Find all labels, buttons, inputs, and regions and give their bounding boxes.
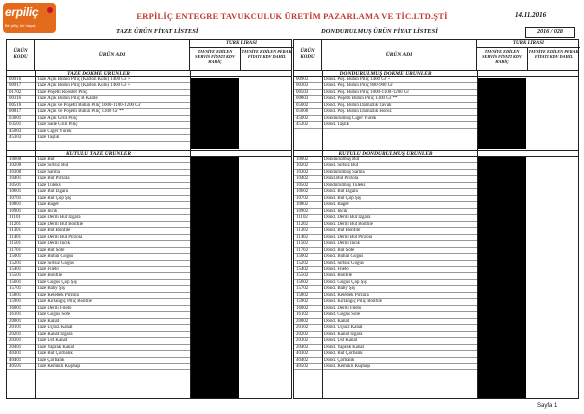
section-heading [294, 150, 578, 157]
col-currency: TÜRK LİRASI [190, 40, 293, 48]
product-code: 00303 [296, 83, 309, 89]
product-code: 10401 [9, 176, 22, 182]
product-code: 15501 [9, 273, 22, 279]
section-heading [7, 70, 291, 77]
product-code: 10302 [296, 169, 309, 175]
product-code: 15801 [9, 292, 22, 298]
product-name: Dond. Kemikli Kuşbaşı [324, 364, 371, 369]
col-product-name: ÜRÜN ADI [35, 40, 190, 70]
product-name: Dondurulmuş But [324, 157, 360, 162]
product-name: Taze Derili But İzgara [37, 215, 81, 221]
product-name: Taze Derili But Pirzola [37, 234, 83, 240]
product-name: Taze Yaprak Kanat [37, 344, 75, 350]
product-code: 45002 [296, 115, 309, 121]
product-code: 11202 [296, 221, 309, 227]
product-name: Taze But Pirzola [37, 176, 70, 182]
product-name: Taze Üst Kanat [37, 338, 68, 344]
product-code: 15602 [296, 279, 309, 285]
redacted-service-prices [478, 157, 526, 398]
product-name: Dond. Bonfile [324, 273, 352, 279]
product-code: 40501 [9, 364, 22, 369]
redacted-service-prices [478, 78, 526, 149]
product-code: 15401 [9, 266, 22, 272]
product-name: Taze Baby Şiş [37, 286, 65, 292]
company-name: ERPİLİÇ ENTEGRE TAVUKCULUK ÜRETİM PAZARLAMA VE TİC.LTD.ŞTİ [136, 11, 448, 21]
product-code: 16102 [296, 312, 309, 318]
product-name: Taze Açık Bütün Piliç B Kalite [37, 96, 98, 102]
product-name: Taze But Çöp Şiş [37, 195, 72, 201]
product-code: 40402 [296, 357, 309, 363]
product-name: Dond. Çorbalık [324, 357, 355, 363]
product-name: Taze Taşlık [37, 135, 60, 141]
column-divider [322, 70, 323, 398]
product-code: 20101 [9, 325, 22, 331]
col-retail-price: TAVSİYE EDİLEN PERAK. FİYATI KDV DAHİL [241, 49, 293, 59]
product-name: Taze Derili Fileto [37, 305, 72, 311]
product-code: 45302 [296, 122, 309, 128]
product-name: Dond. But Sote [324, 247, 355, 253]
product-code: 15201 [9, 260, 22, 266]
product-name: Taze Bütün Göğüs [37, 254, 74, 260]
col-product-code: ÜRÜN KODU [294, 40, 322, 70]
product-name: Dond. Kanat [324, 318, 349, 324]
product-code: 20102 [296, 325, 309, 331]
product-name: Taze Sırtsız Göğüs [37, 260, 74, 266]
product-code: 10901 [9, 208, 22, 214]
col-product-name: ÜRÜN ADI [322, 40, 477, 70]
product-name: Dond. Baget [324, 202, 349, 208]
product-code: 15601 [9, 279, 22, 285]
product-code: 16001 [9, 305, 22, 311]
product-name: Taze Derili İncik [37, 241, 71, 247]
product-code: 00917 [9, 83, 22, 89]
col-product-code: ÜRÜN KODU [7, 40, 35, 70]
product-name: Dondurulmuş Sarma [324, 169, 365, 175]
product-code: 10502 [296, 182, 309, 188]
col-service-price: TAVSİYE EDİLEN SERVİS FİYATI KDV HARİÇ [477, 48, 528, 70]
product-name: Taze Tüleks [37, 182, 61, 188]
product-code: 40502 [296, 364, 309, 369]
product-code: 10002 [296, 157, 309, 162]
product-code: 16101 [9, 312, 22, 318]
logo-tagline: Bir piliç, bir hayat [5, 23, 36, 28]
product-name: Taze Ciğer Yürek [37, 128, 72, 134]
col-service-price: TAVSİYE EDİLEN SERVİS FİYATI KDV HARİÇ [190, 48, 241, 70]
product-code: 10702 [296, 195, 309, 201]
product-code: 00916 [9, 77, 22, 82]
product-code: 03501 [9, 122, 22, 128]
product-name: Dond. But Çorbalık [324, 351, 363, 357]
product-name: Dond. Göğüs Sote [324, 312, 361, 318]
product-code: 15901 [9, 299, 22, 305]
product-name: Taze Kanat İzgara [37, 331, 73, 337]
product-code: 11501 [9, 241, 22, 247]
product-code: 10802 [296, 202, 309, 208]
product-name: Dond. Uçsuz Kanat [324, 325, 363, 331]
product-name: Dond. But İzgara [324, 189, 358, 195]
product-code: 20301 [9, 338, 22, 344]
product-name: Dond. Baby Şiş [324, 286, 355, 292]
fresh-price-list-title: TAZE ÜRÜN FİYAT LİSTESİ [116, 28, 199, 35]
product-name: Dond. But Çöp Şiş [324, 195, 361, 201]
section-label: DONDURULMUŞ DOKME ÜRÜNLER [339, 71, 432, 77]
page-number: Sayfa 1 [537, 403, 558, 409]
product-name: Taze Kanat [37, 318, 60, 324]
product-code: 10801 [9, 202, 22, 208]
product-code: 40401 [9, 357, 22, 363]
product-name: Taze But Çorbalık [37, 351, 73, 357]
product-code: 40302 [296, 351, 309, 357]
product-code: 15202 [296, 260, 309, 266]
product-name: Dond. Kelebek Pirzola [324, 292, 369, 298]
product-name: Taze Çorbalık [37, 357, 65, 363]
product-name: Taze Açık ve Poşetli Bütün Piliç 1300 Gr ** [37, 109, 124, 115]
product-code: 20201 [9, 331, 22, 337]
section-heading [7, 150, 291, 157]
product-name: Taze Kırlangıç Piliç Bonfile [37, 299, 92, 305]
product-code: 15701 [9, 286, 22, 292]
product-name: Taze But Sote [37, 247, 65, 253]
product-code: 10402 [296, 176, 309, 182]
product-name: Dond. Poş. Bütün Piliç 1000-1100-1200 Gr [324, 89, 409, 95]
product-code: 10602 [296, 189, 309, 195]
product-name: Taze Açık ve Poşetli Bütün Piliç 1000-1100-1200 Gr [37, 102, 141, 108]
product-code: 15702 [296, 286, 309, 292]
product-name: Dond. Poş. Bütün Piliç 800-900 Gr [324, 83, 393, 89]
product-name: Dond. Sırtsız But [324, 163, 359, 169]
product-code: 45003 [9, 128, 22, 134]
product-name: Dond. Derili İncik [324, 241, 360, 247]
product-name: Dondurulmuş Ciğer Yürek [324, 115, 377, 121]
product-name: Dond. Bütün Göğüs [324, 254, 364, 260]
product-name: Taze Kemikli Kuşbaşı [37, 364, 81, 369]
product-name: Taze Açık Bütün Piliç (Karton Kutu) 1400 Gr + [37, 77, 131, 82]
col-currency: TÜRK LİRASI [477, 40, 580, 48]
table-header [7, 40, 291, 71]
section-label: TAZE DOKME ÜRÜNLER [67, 71, 130, 77]
product-name: Taze Sırtsız But [37, 163, 69, 169]
product-code: 11402 [296, 234, 309, 240]
product-name: Dond. Poş. Bütün Damızlık Horoz [324, 109, 392, 115]
product-name: Taze But İzgara [37, 189, 68, 195]
product-name: Dond. Derili But İzgara [324, 215, 371, 221]
product-name: Dond.But Pirzola [324, 176, 359, 182]
product-name: Dondurulmuş Tüleks [324, 182, 366, 188]
product-code: 11102 [296, 215, 308, 221]
product-code: 10300 [9, 169, 22, 175]
product-code: 10000 [9, 157, 22, 162]
product-name: Taze Uçsuz Kanat [37, 325, 73, 331]
product-name: Taze Göğüs Sote [37, 312, 71, 318]
product-code: 20402 [296, 344, 309, 350]
product-name: Taze Göğüs Çöp Şiş [37, 279, 77, 285]
product-code: 00803 [296, 96, 309, 102]
product-name: Dond. Poş. Bütün Damızlık Tavuk [324, 102, 392, 108]
column-divider [35, 70, 36, 398]
product-name: Dond. Yaprak Kanat [324, 344, 364, 350]
frozen-products-table [293, 39, 579, 399]
product-name: Dond. Kanat İzgara [324, 331, 363, 337]
product-code: 15502 [296, 273, 309, 279]
product-name: Taze Poşetli Rooster Piliç [37, 89, 88, 95]
product-code: 00903 [296, 77, 309, 82]
product-code: 15001 [9, 254, 22, 260]
product-code: 15002 [296, 254, 309, 260]
product-code: 11301 [9, 228, 22, 234]
product-code: 01702 [9, 89, 22, 95]
product-code: 20002 [296, 318, 309, 324]
product-code: 05002 [296, 102, 309, 108]
product-code: 00817 [9, 109, 22, 115]
product-code: 11201 [9, 221, 22, 227]
product-code: 40301 [9, 351, 22, 357]
product-name: Taze Açık Grill Piliç [37, 115, 78, 121]
redacted-service-prices [191, 78, 239, 149]
product-code: 15402 [296, 266, 309, 272]
product-name: Dond. Derili But Pirzola [324, 234, 373, 240]
product-name: Taze Kelebek Pirzola [37, 292, 79, 298]
list-code: 2016 / 028 [525, 27, 575, 38]
product-code: 11401 [9, 234, 22, 240]
product-code: 15902 [296, 299, 309, 305]
product-name: Dond. Derili But Bonfile [324, 221, 373, 227]
product-name: Taze Sarma [37, 169, 60, 175]
product-name: Taze Derili But Bonfile [37, 221, 83, 227]
product-name: Dond. But Bonfile [324, 228, 361, 234]
product-name: Taze Fileto [37, 266, 59, 272]
product-name: Taze Bonfile [37, 273, 63, 279]
product-code: 05006 [296, 109, 309, 115]
product-code: 16002 [296, 305, 309, 311]
product-name: Dond. Kırlangıç Piliç Bonfile [324, 299, 382, 305]
product-code: 10202 [296, 163, 309, 169]
product-code: 20302 [296, 338, 309, 344]
section-label: KUTULU TAZE ÜRÜNLER [65, 151, 132, 157]
table-header [294, 40, 578, 71]
product-name: Dond. Taşlık [324, 122, 350, 128]
col-retail-price: TAVSİYE EDİLEN PERAK. FİYATI KDV DAHİL [528, 49, 580, 59]
product-code: 11702 [296, 247, 309, 253]
product-name: Dond. Poş. Bütün Piliç 1400 Gr + [324, 77, 391, 82]
product-code: 10601 [9, 189, 22, 195]
product-code: 10902 [296, 208, 309, 214]
fresh-products-table [6, 39, 292, 399]
product-name: Taze But [37, 157, 55, 162]
product-code: 11701 [9, 247, 22, 253]
product-code: 03001 [9, 115, 22, 121]
logo-wordmark: erpiliç [5, 5, 39, 19]
product-name: Dond. Derili Fileto [324, 305, 362, 311]
section-heading [294, 70, 578, 77]
product-name: Dond. Sırtsız Göğüs [324, 260, 364, 266]
product-name: Taze But Bonfile [37, 228, 71, 234]
document-date: 14.11.2016 [515, 11, 547, 19]
product-code: 45303 [9, 135, 22, 141]
product-name: Dond. Poşetli Bütün Piliç 1300 Gr ** [324, 96, 398, 102]
product-code: 20401 [9, 344, 22, 350]
product-name: Dond. Üst Kanat [324, 338, 358, 344]
product-name: Taze Baget [37, 202, 59, 208]
redacted-service-prices [191, 157, 239, 398]
product-code: 11502 [296, 241, 309, 247]
product-name: Taze Sade Grill Piliç [37, 122, 78, 128]
product-name: Dond. Fileto [324, 266, 349, 272]
product-code: 00516 [9, 102, 22, 108]
product-code: 10200 [9, 163, 22, 169]
frozen-price-list-title: DONDURULMUŞ ÜRÜN FİYAT LİSTESİ [321, 28, 438, 35]
product-name: Dond. İncik [324, 208, 348, 214]
product-code: 00116 [9, 96, 22, 102]
product-code: 00503 [296, 89, 309, 95]
product-code: 15802 [296, 292, 309, 298]
product-code: 20202 [296, 331, 309, 337]
product-name: Dond. Göğüs Çöp Şiş [324, 279, 367, 285]
product-name: Taze Açık Bütün Piliç (Karton Kutu) 1400 Gr + [37, 83, 131, 89]
product-code: 10501 [9, 182, 22, 188]
product-code: 10701 [9, 195, 22, 201]
section-label: KUTULU DONDURULMUŞ ÜRÜNLER [338, 151, 433, 157]
product-code: 11302 [296, 228, 309, 234]
product-name: Taze İncik [37, 208, 58, 214]
product-code: 11101 [9, 215, 21, 221]
product-code: 20001 [9, 318, 22, 324]
